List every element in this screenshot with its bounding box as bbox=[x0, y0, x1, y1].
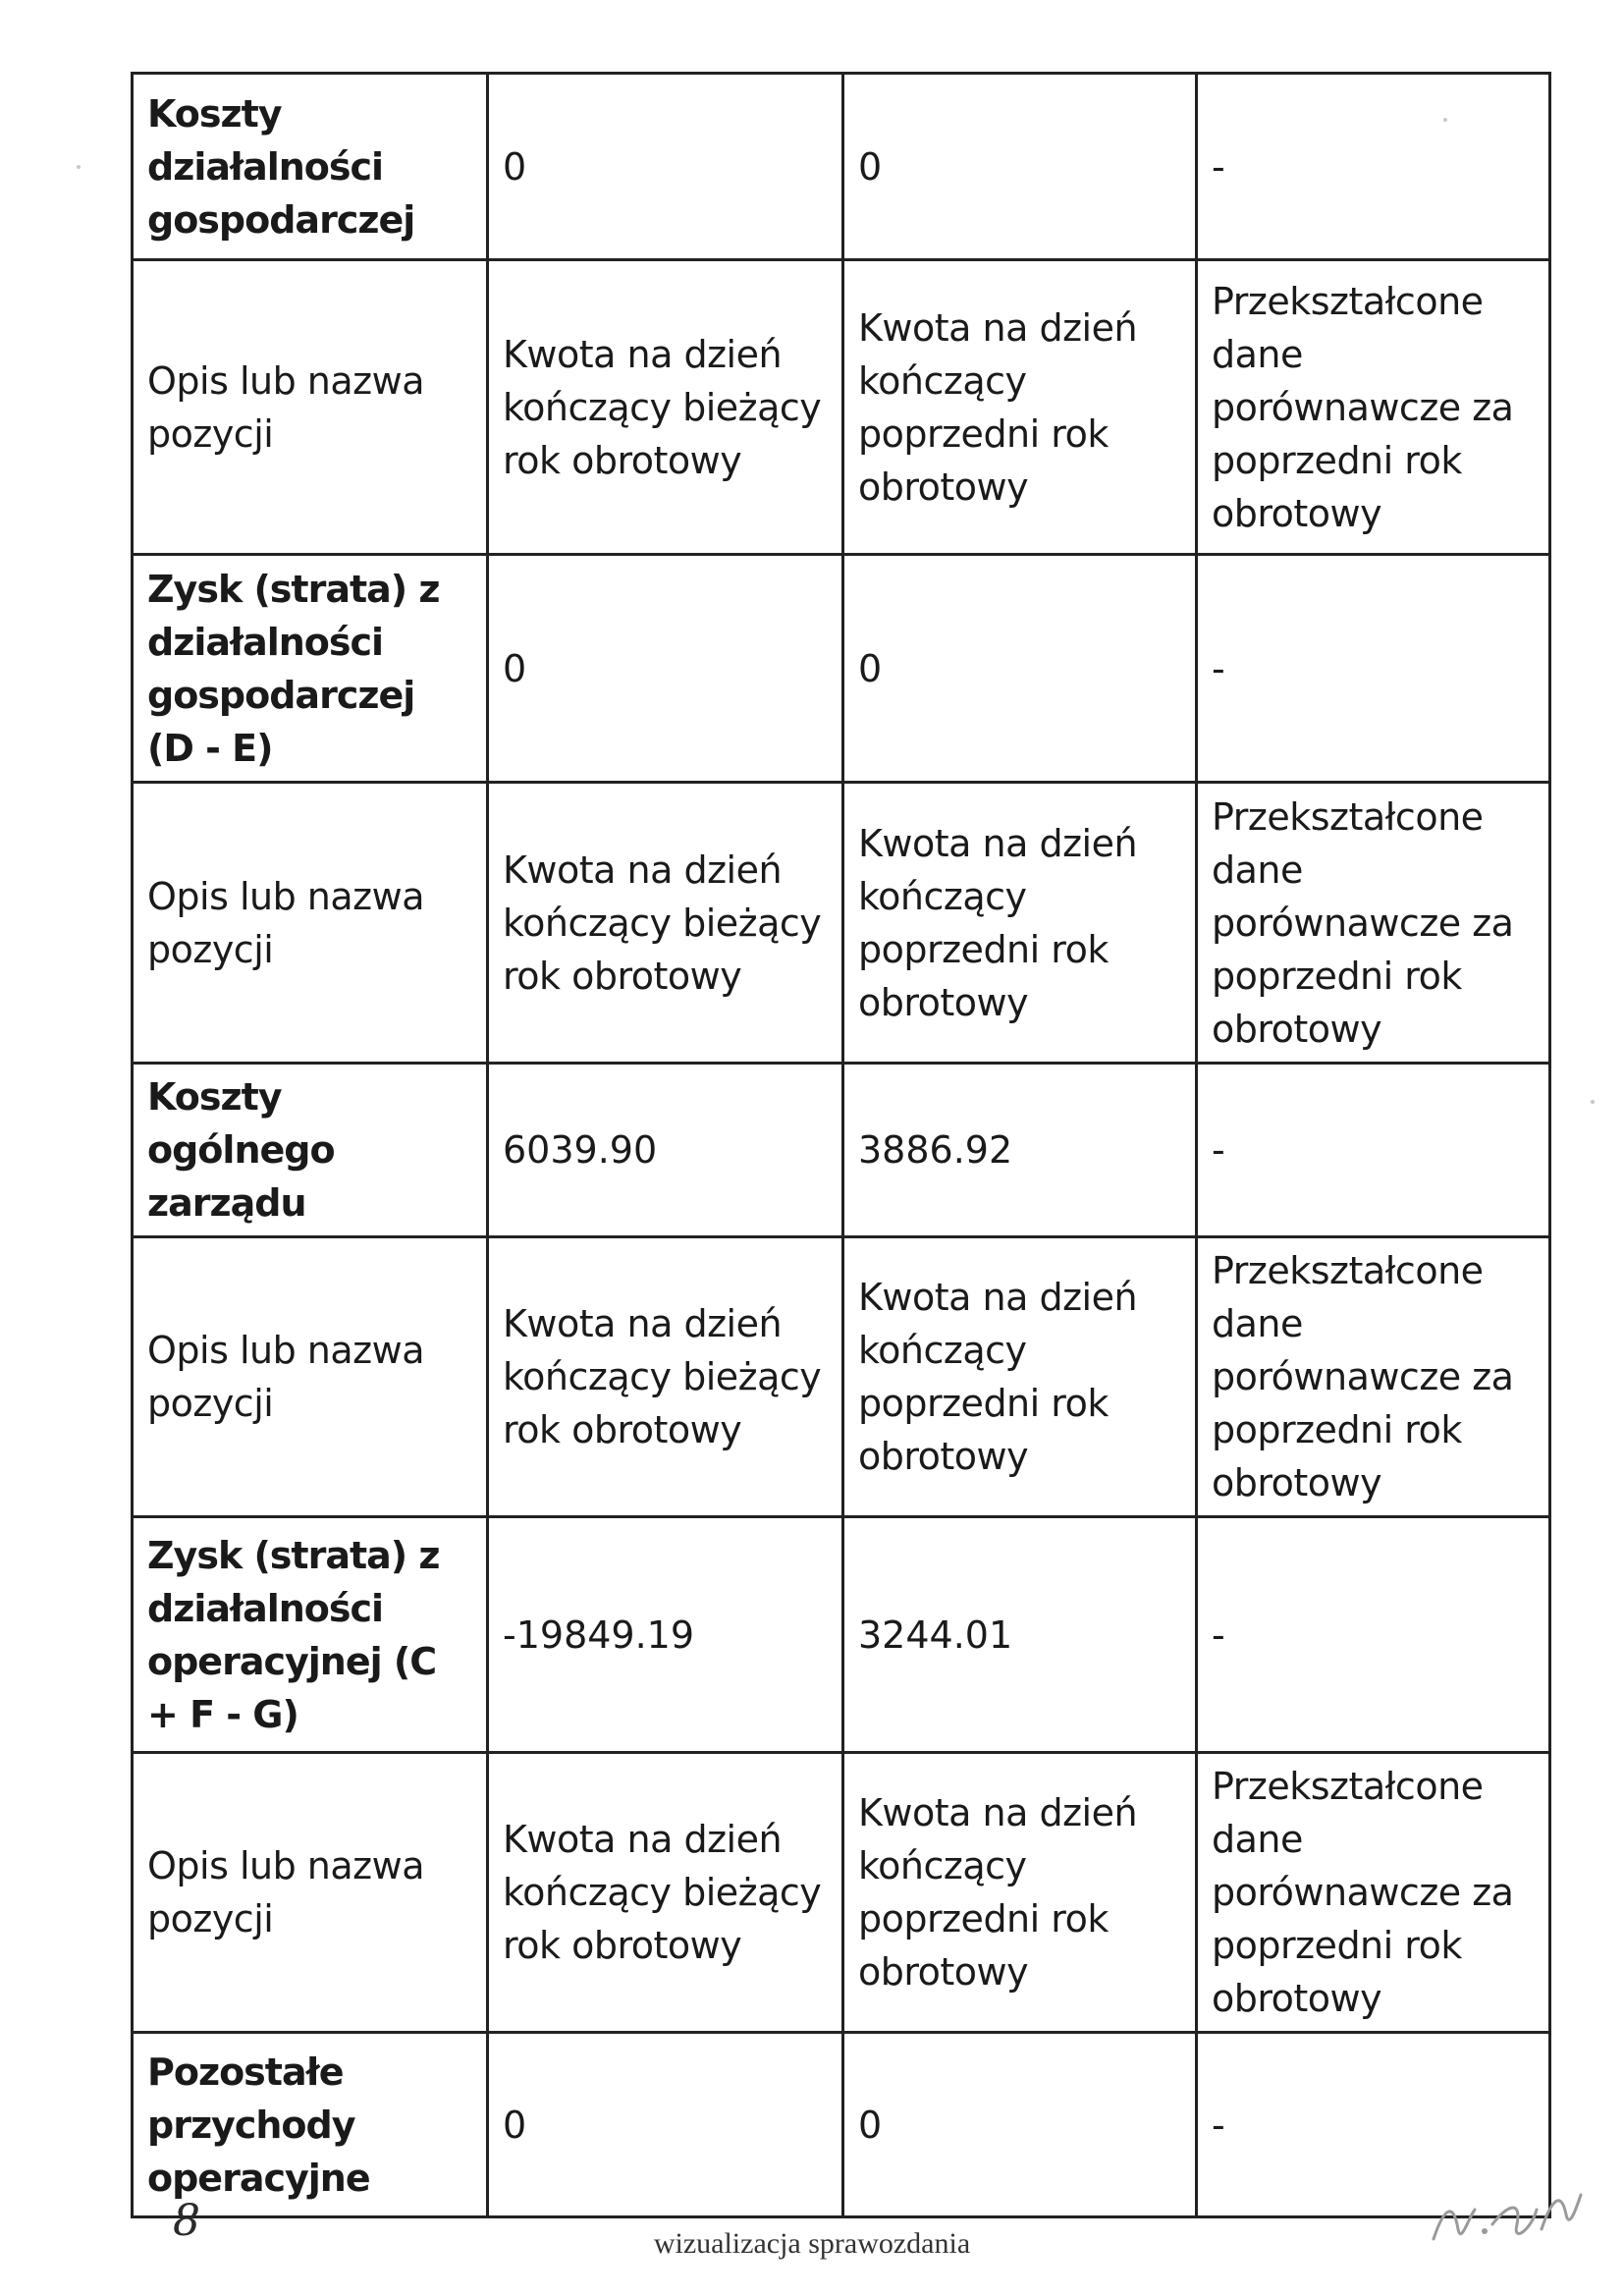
scan-speck bbox=[77, 165, 81, 169]
scan-speck bbox=[1443, 118, 1447, 122]
table-header-row bbox=[133, 1753, 1550, 2033]
previous-year-value: 0 bbox=[843, 2033, 1197, 2217]
header-transformed: Przekształcone dane porównawcze za poprzedni rok obrotowy bbox=[1197, 783, 1550, 1064]
header-label: Opis lub nazwa pozycji bbox=[133, 1753, 488, 2033]
financial-table bbox=[131, 72, 1551, 2218]
financial-table-container bbox=[131, 72, 1548, 2218]
header-current-year: Kwota na dzień kończący bieżący rok obrotowy bbox=[488, 260, 843, 555]
header-current-year: Kwota na dzień kończący bieżący rok obrotowy bbox=[488, 1237, 843, 1517]
transformed-value: - bbox=[1197, 555, 1550, 783]
header-label: Opis lub nazwa pozycji bbox=[133, 783, 488, 1064]
header-current-year: Kwota na dzień kończący bieżący rok obrotowy bbox=[488, 783, 843, 1064]
header-previous-year: Kwota na dzień kończący poprzedni rok obrotowy bbox=[843, 1237, 1197, 1517]
transformed-value: - bbox=[1197, 2033, 1550, 2217]
transformed-value: - bbox=[1197, 74, 1550, 260]
header-previous-year: Kwota na dzień kończący poprzedni rok obrotowy bbox=[843, 783, 1197, 1064]
footer-caption: wizualizacja sprawozdania bbox=[653, 2227, 971, 2260]
header-transformed: Przekształcone dane porównawcze za poprzedni rok obrotowy bbox=[1197, 1753, 1550, 2033]
transformed-value: - bbox=[1197, 1064, 1550, 1237]
table-row bbox=[133, 74, 1550, 260]
handwritten-signature bbox=[1414, 2170, 1591, 2259]
page-number: 8 bbox=[173, 2196, 200, 2246]
current-year-value: 0 bbox=[488, 74, 843, 260]
table-row bbox=[133, 1064, 1550, 1237]
header-label: Opis lub nazwa pozycji bbox=[133, 1237, 488, 1517]
table-header-row bbox=[133, 1237, 1550, 1517]
table-row bbox=[133, 1517, 1550, 1753]
header-previous-year: Kwota na dzień kończący poprzedni rok obrotowy bbox=[843, 1753, 1197, 2033]
transformed-value: - bbox=[1197, 1517, 1550, 1753]
row-label: Pozostałe przychody operacyjne bbox=[133, 2033, 488, 2217]
row-label: Zysk (strata) z działalności operacyjnej (C + F - G) bbox=[133, 1517, 488, 1753]
scan-speck bbox=[1591, 1100, 1595, 1104]
previous-year-value: 3244.01 bbox=[843, 1517, 1197, 1753]
table-header-row bbox=[133, 783, 1550, 1064]
header-transformed: Przekształcone dane porównawcze za poprzedni rok obrotowy bbox=[1197, 1237, 1550, 1517]
table-row bbox=[133, 2033, 1550, 2217]
previous-year-value: 0 bbox=[843, 74, 1197, 260]
row-label: Zysk (strata) z działalności gospodarczej (D - E) bbox=[133, 555, 488, 783]
previous-year-value: 0 bbox=[843, 555, 1197, 783]
table-header-row bbox=[133, 260, 1550, 555]
row-label: Koszty działalności gospodarczej bbox=[133, 74, 488, 260]
previous-year-value: 3886.92 bbox=[843, 1064, 1197, 1237]
current-year-value: 6039.90 bbox=[488, 1064, 843, 1237]
header-label: Opis lub nazwa pozycji bbox=[133, 260, 488, 555]
current-year-value: 0 bbox=[488, 2033, 843, 2217]
current-year-value: -19849.19 bbox=[488, 1517, 843, 1753]
table-row bbox=[133, 555, 1550, 783]
current-year-value: 0 bbox=[488, 555, 843, 783]
header-transformed: Przekształcone dane porównawcze za poprzedni rok obrotowy bbox=[1197, 260, 1550, 555]
row-label: Koszty ogólnego zarządu bbox=[133, 1064, 488, 1237]
header-current-year: Kwota na dzień kończący bieżący rok obrotowy bbox=[488, 1753, 843, 2033]
header-previous-year: Kwota na dzień kończący poprzedni rok obrotowy bbox=[843, 260, 1197, 555]
